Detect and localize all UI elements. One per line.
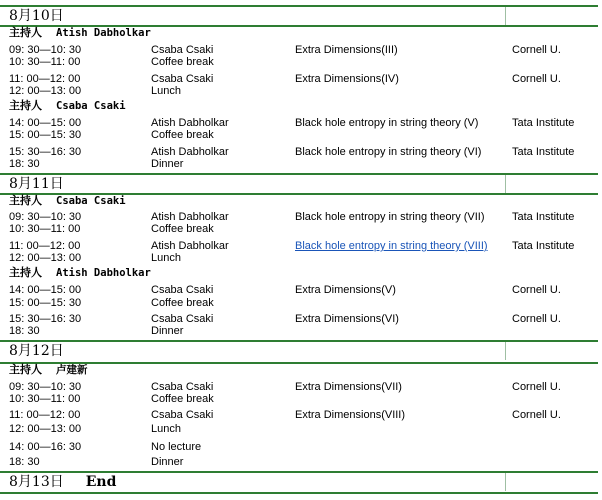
break-cell: Lunch bbox=[151, 252, 181, 264]
time-cell: 10: 30—11: 00 bbox=[9, 56, 81, 68]
time-cell: 11: 00—12: 00 bbox=[9, 73, 81, 85]
lecture-title: Extra Dimensions(V) bbox=[295, 284, 396, 296]
time-cell: 09: 30—10: 30 bbox=[9, 211, 82, 223]
break-cell: Lunch bbox=[151, 85, 181, 97]
speaker-cell: Atish Dabholkar bbox=[151, 240, 229, 252]
section-rule bbox=[0, 5, 598, 7]
section-rule bbox=[0, 340, 598, 342]
host-line bbox=[9, 195, 126, 208]
column-divider bbox=[505, 175, 506, 193]
time-cell: 15: 00—15: 30 bbox=[9, 129, 82, 141]
host-name: Csaba Csaki bbox=[56, 100, 126, 112]
lecture-title: Extra Dimensions(VII) bbox=[295, 381, 402, 393]
affiliation-cell: Tata Institute bbox=[512, 146, 575, 158]
break-cell: Coffee break bbox=[151, 129, 214, 141]
time-cell: 18: 30 bbox=[9, 456, 40, 468]
day-heading bbox=[9, 473, 116, 491]
section-rule bbox=[0, 173, 598, 175]
day-heading: 8月10日 bbox=[9, 8, 64, 24]
affiliation-cell: Tata Institute bbox=[512, 211, 575, 223]
time-cell: 12: 00—13: 00 bbox=[9, 252, 82, 264]
time-cell: 18: 30 bbox=[9, 158, 40, 170]
host-line bbox=[9, 27, 151, 40]
break-cell: No lecture bbox=[151, 441, 202, 453]
section-rule bbox=[0, 362, 598, 364]
lecture-title: Extra Dimensions(IV) bbox=[295, 73, 399, 85]
host-label: 主持人 bbox=[9, 27, 42, 39]
time-cell: 12: 00—13: 00 bbox=[9, 85, 82, 97]
break-cell: Coffee break bbox=[151, 56, 214, 68]
host-line bbox=[9, 100, 126, 113]
column-divider bbox=[505, 342, 506, 360]
speaker-cell: Atish Dabholkar bbox=[151, 146, 229, 158]
host-name: Atish Dabholkar bbox=[56, 27, 151, 39]
speaker-cell: Csaba Csaki bbox=[151, 44, 214, 56]
host-line bbox=[9, 364, 88, 377]
affiliation-cell: Cornell U. bbox=[512, 44, 561, 56]
break-cell: Dinner bbox=[151, 158, 184, 170]
break-cell: Coffee break bbox=[151, 297, 214, 309]
speaker-cell: Atish Dabholkar bbox=[151, 211, 229, 223]
speaker-cell: Csaba Csaki bbox=[151, 313, 214, 325]
host-name: Atish Dabholkar bbox=[56, 267, 151, 279]
lecture-title: Extra Dimensions(III) bbox=[295, 44, 398, 56]
break-cell: Coffee break bbox=[151, 223, 214, 235]
host-name: Csaba Csaki bbox=[56, 195, 126, 207]
affiliation-cell: Cornell U. bbox=[512, 284, 561, 296]
host-line bbox=[9, 267, 151, 280]
break-cell: Lunch bbox=[151, 423, 181, 435]
speaker-cell: Csaba Csaki bbox=[151, 381, 214, 393]
final-date: 8月13日 bbox=[9, 474, 64, 490]
lecture-title: Black hole entropy in string theory (VI) bbox=[295, 146, 482, 158]
host-name: 卢建新 bbox=[56, 364, 88, 376]
time-cell: 11: 00—12: 00 bbox=[9, 240, 81, 252]
host-label: 主持人 bbox=[9, 195, 42, 207]
speaker-cell: Atish Dabholkar bbox=[151, 117, 229, 129]
affiliation-cell: Cornell U. bbox=[512, 73, 561, 85]
host-label: 主持人 bbox=[9, 100, 42, 112]
column-divider bbox=[505, 473, 506, 491]
lecture-title: Extra Dimensions(VIII) bbox=[295, 409, 406, 421]
affiliation-cell: Tata Institute bbox=[512, 240, 575, 252]
time-cell: 09: 30—10: 30 bbox=[9, 381, 82, 393]
time-cell: 14: 00—16: 30 bbox=[9, 441, 82, 453]
section-rule bbox=[0, 492, 598, 494]
affiliation-cell: Cornell U. bbox=[512, 381, 561, 393]
column-divider bbox=[505, 7, 506, 25]
time-cell: 10: 30—11: 00 bbox=[9, 223, 81, 235]
time-cell: 14: 00—15: 00 bbox=[9, 117, 82, 129]
day-heading: 8月11日 bbox=[9, 176, 64, 192]
time-cell: 11: 00—12: 00 bbox=[9, 409, 81, 421]
time-cell: 15: 30—16: 30 bbox=[9, 146, 82, 158]
break-cell: Dinner bbox=[151, 456, 184, 468]
affiliation-cell: Cornell U. bbox=[512, 409, 561, 421]
host-label: 主持人 bbox=[9, 267, 42, 279]
affiliation-cell: Cornell U. bbox=[512, 313, 561, 325]
speaker-cell: Csaba Csaki bbox=[151, 409, 214, 421]
speaker-cell: Csaba Csaki bbox=[151, 284, 214, 296]
time-cell: 09: 30—10: 30 bbox=[9, 44, 82, 56]
break-cell: Coffee break bbox=[151, 393, 214, 405]
host-label: 主持人 bbox=[9, 364, 42, 376]
time-cell: 15: 30—16: 30 bbox=[9, 313, 82, 325]
speaker-cell: Csaba Csaki bbox=[151, 73, 214, 85]
time-cell: 14: 00—15: 00 bbox=[9, 284, 82, 296]
affiliation-cell: Tata Institute bbox=[512, 117, 575, 129]
time-cell: 10: 30—11: 00 bbox=[9, 393, 81, 405]
lecture-title: Black hole entropy in string theory (V) bbox=[295, 117, 479, 129]
time-cell: 15: 00—15: 30 bbox=[9, 297, 82, 309]
time-cell: 18: 30 bbox=[9, 325, 40, 337]
lecture-title: Black hole entropy in string theory (VII) bbox=[295, 211, 485, 223]
end-label: End bbox=[85, 474, 117, 490]
lecture-title: Extra Dimensions(VI) bbox=[295, 313, 399, 325]
lecture-title-link[interactable]: Black hole entropy in string theory (VIII) bbox=[295, 240, 488, 252]
break-cell: Dinner bbox=[151, 325, 184, 337]
day-heading: 8月12日 bbox=[9, 343, 64, 359]
time-cell: 12: 00—13: 00 bbox=[9, 423, 82, 435]
